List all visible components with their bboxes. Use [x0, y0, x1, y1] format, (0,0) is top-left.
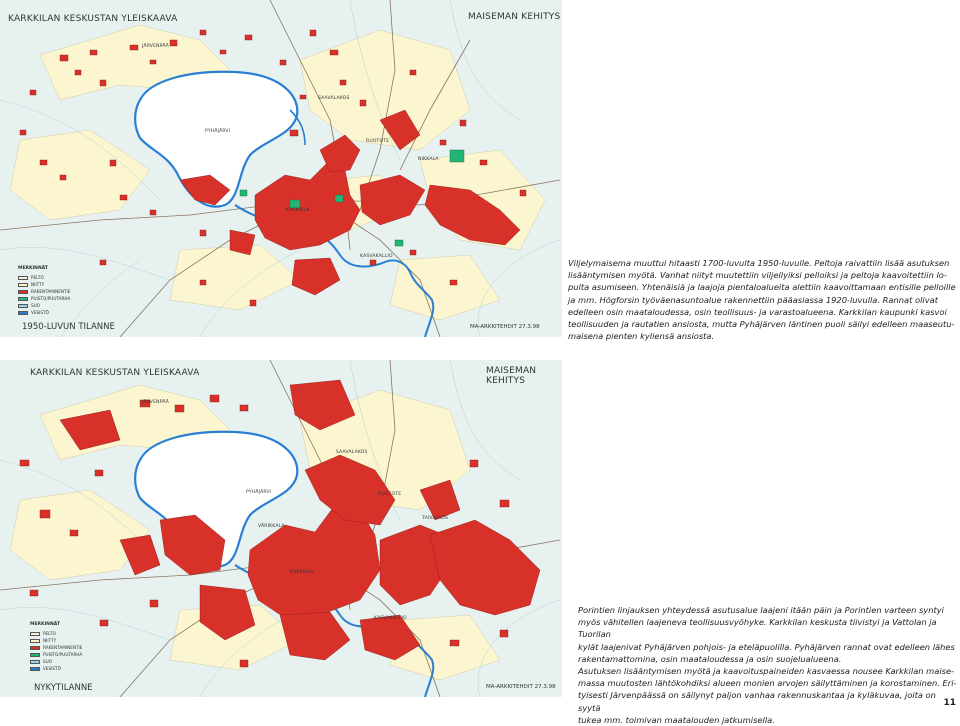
description-line: maisena pienten kyliensä ansiosta.	[568, 331, 715, 342]
map-credit: MA-ARKKITEHDIT 27.3.98	[470, 324, 540, 330]
map-credit: MA-ARKKITEHDIT 27.3.98	[486, 684, 556, 690]
place-label: PYHÄJÄRVI	[205, 129, 231, 134]
legend-item: VESISTÖ	[18, 309, 70, 316]
place-label: PYHÄJÄRVI	[246, 490, 272, 495]
legend-item: PUISTO/PUUTARHA	[30, 651, 82, 658]
place-label: JÄRVENPÄÄ	[142, 44, 170, 49]
description-line: teollisuuden ja rautatien ansiosta, mutta Pyhäjärven läntinen puoli säilyi edelleen maaseutu-	[568, 319, 955, 330]
map-situation-label: NYKYTILANNE	[34, 683, 93, 693]
legend-swatch	[18, 276, 28, 280]
map-situation-label: 1950-LUVUN TILANNE	[22, 322, 115, 332]
place-label: JÄRVENPÄÄ	[142, 400, 170, 405]
description-line: myös vähitellen laajeneva teollisuusvyöhyke. Karkkilan keskusta tiivistyi ja Vattolan ja Tuorilan	[578, 617, 937, 640]
legend-swatch	[18, 311, 28, 315]
legend-swatch	[18, 290, 28, 294]
legend-item: NIITTY	[18, 281, 70, 288]
map-1950s	[0, 0, 562, 337]
legend-item: NIITTY	[30, 637, 82, 644]
place-label: KARKKILA	[290, 570, 314, 575]
map-title: KARKKILAN KESKUSTAN YLEISKAAVA	[30, 368, 200, 378]
legend-item: VESISTÖ	[30, 665, 82, 672]
map-current	[0, 360, 562, 697]
map-subtitle: MAISEMAN KEHITYS	[468, 12, 561, 22]
place-label: NIKKALA	[418, 157, 439, 162]
description-line: Viljelymaisema muuttui hitaasti 1700-luvulta 1950-luvulle. Peltoja raivattiin lisää asutuksen	[568, 258, 950, 268]
description-line: ja mm. Högforsin työväenasuntoalue rakennettiin pääasiassa 1920-luvulla. Rannat olivat	[568, 294, 938, 305]
map-title: KARKKILAN KESKUSTAN YLEISKAAVA	[8, 14, 178, 24]
description-line: pulta asumiseen. Yhtenäisiä ja laajoja pientaloalueita alettiin kaavoittamaan entisille pelloille	[568, 282, 956, 293]
place-label: KARKKILA	[286, 208, 310, 213]
legend-swatch	[30, 632, 40, 636]
description-line: tyisesti Järvenpäässä on säilynyt paljon vanhaa rakennuskantaa ja kyläkuvaa, joita on syytä	[578, 690, 936, 713]
legend-title: MERKINNÄT	[30, 622, 60, 627]
page-number: 11	[943, 698, 956, 708]
description-line: massa muutosten lähtökohdiksi alueen monien arvojen säilyttäminen ja korostaminen. Eri-	[578, 678, 957, 689]
legend-swatch	[30, 646, 40, 650]
place-label: SAAVALAKOS	[336, 450, 368, 455]
legend-swatch	[18, 297, 28, 301]
map-subtitle: MAISEMAN KEHITYS	[486, 366, 537, 386]
place-label: RUOTOTE	[366, 139, 390, 144]
legend-item: RAKENTAMINENTIE	[30, 644, 82, 651]
map-1950s-drawing	[0, 0, 562, 337]
place-label: KASVAKALLIO	[360, 254, 393, 259]
place-label: SAAVALAKOS	[318, 96, 350, 101]
legend-swatch	[30, 667, 40, 671]
description-line: edelleen osin maataloudessa, osin teollisuus- ja varastoalueena. Karkkilan kaupunki kasvoi	[568, 306, 947, 317]
legend-swatch	[30, 639, 40, 643]
map-legend	[18, 266, 70, 316]
description-line: tukea mm. toimivan maatalouden jatkumisella.	[578, 714, 775, 725]
legend-item: PELTO	[30, 630, 82, 637]
description-line: rakentamattomina, osin maataloudessa ja osin suojelualueena.	[578, 653, 842, 664]
place-label: KASVAKALLIO	[374, 616, 407, 621]
description-current	[578, 604, 958, 726]
map-legend	[30, 622, 82, 672]
legend-swatch	[18, 304, 28, 308]
place-label: VÄRIKKALA	[258, 524, 285, 529]
legend-item: SUO	[18, 302, 70, 309]
legend-swatch	[30, 653, 40, 657]
description-line: Asutuksen lisääntymisen myötä ja kaavoituspaineiden kasvaessa nousee Karkkilan maise-	[578, 666, 955, 677]
place-label: TAIVALKOS	[422, 516, 449, 521]
description-line: kylät laajenivat Pyhäjärven pohjois- ja eteläpuolilla. Pyhäjärven rannat ovat edelleen lähes	[578, 641, 955, 652]
legend-item: SUO	[30, 658, 82, 665]
legend-title: MERKINNÄT	[18, 266, 48, 271]
legend-swatch	[18, 283, 28, 287]
description-line: lisääntymisen myötä. Vanhat niityt muutettiin viljellyiksi pelloiksi ja peltoja kaavoitettiin lo-	[568, 270, 947, 281]
description-1950s	[568, 257, 956, 342]
legend-item: PUISTO/PUUTARHA	[18, 295, 70, 302]
legend-swatch	[30, 660, 40, 664]
legend-item: RAKENTAMINENTIE	[18, 288, 70, 295]
place-label: RUOTOTE	[378, 492, 402, 497]
description-line: Porintien linjauksen yhteydessä asutusalue laajeni itään päin ja Porintien varteen syntyi	[578, 605, 944, 615]
legend-item: PELTO	[18, 274, 70, 281]
